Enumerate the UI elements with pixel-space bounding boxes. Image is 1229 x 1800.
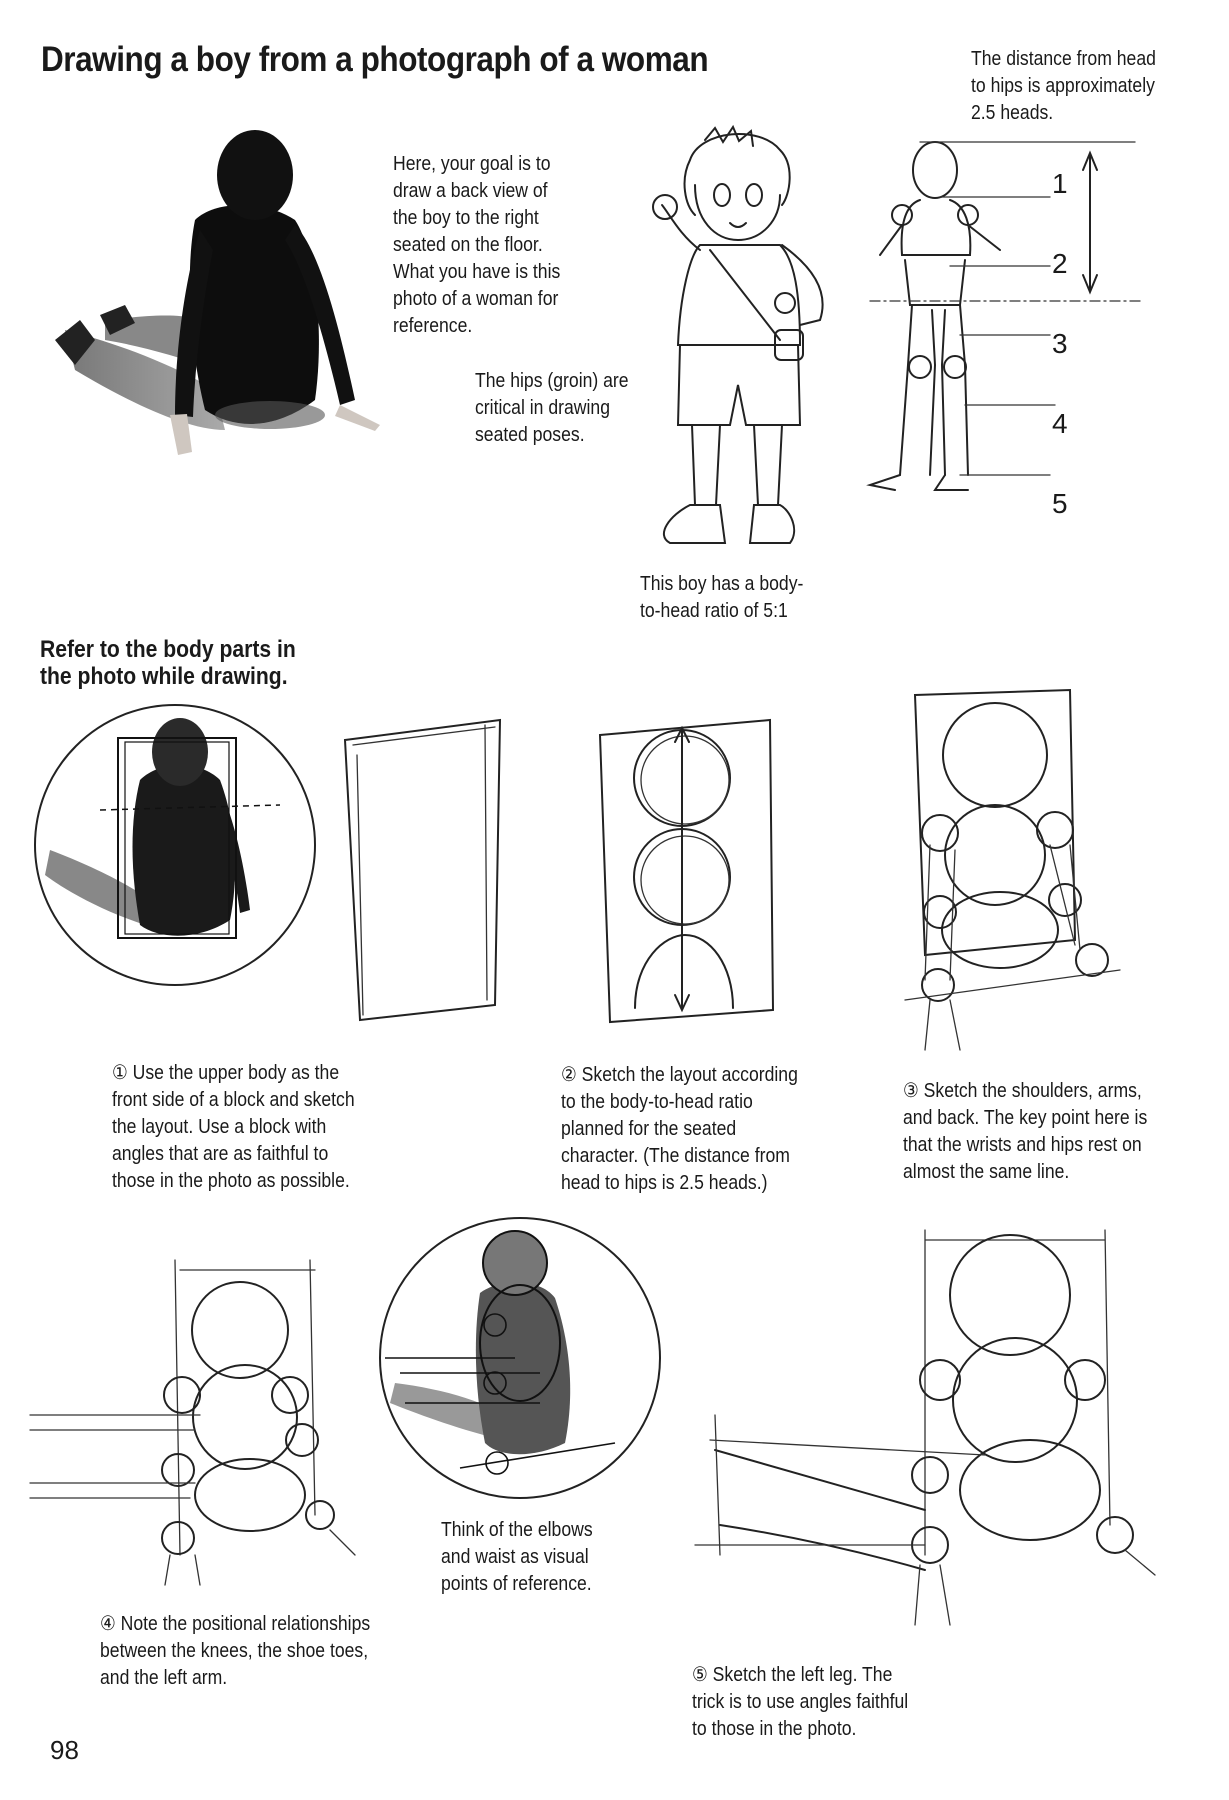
page-number: 98 [50, 1735, 79, 1765]
section-heading: Refer to the body parts in the photo while drawing. [40, 636, 296, 690]
ratio-number-5: 5 [1052, 488, 1068, 519]
ratio-caption: This boy has a body- to-head ratio of 5:1 [640, 573, 804, 622]
step2-head-ratio-sketch [595, 710, 785, 1030]
ratio-diagram [850, 135, 1150, 585]
goal-text: Here, your goal is to draw a back view of the boy to the right seated on the floor. What you have is this photo of a woman for reference. [393, 153, 561, 337]
step4-knees-sketch [30, 1255, 370, 1585]
step4-caption: ④ Note the positional relationships between the knees, the shoe toes, and the left arm. [100, 1613, 371, 1689]
ratio-number-4: 4 [1052, 408, 1068, 439]
ratio-number-1: 1 [1052, 168, 1068, 199]
step1-block-sketch [335, 715, 515, 1045]
page-title: Drawing a boy from a photograph of a woman [41, 40, 709, 79]
step5-caption: ⑤ Sketch the left leg. The trick is to use angles faithful to those in the photo. [692, 1664, 909, 1740]
elbows-note: Think of the elbows and waist as visual points of reference. [441, 1519, 593, 1595]
distance-note: The distance from head to hips is approximately 2.5 heads. [971, 48, 1156, 124]
step2-caption: ② Sketch the layout according to the body-to-head ratio planned for the seated character. (The distance from head to hips is 2.5 heads.) [561, 1064, 798, 1194]
ratio-number-2: 2 [1052, 248, 1068, 279]
reference-circle-photo [30, 700, 320, 990]
step3-shoulders-arms-sketch [870, 680, 1130, 1060]
step5-left-leg-sketch [685, 1225, 1165, 1665]
ratio-number-3: 3 [1052, 328, 1068, 359]
step3-caption: ③ Sketch the shoulders, arms, and back. The key point here is that the wrists and hips rest on almost the same line. [903, 1080, 1148, 1183]
boy-illustration [650, 125, 850, 565]
hips-text: The hips (groin) are critical in drawing seated poses. [475, 370, 629, 446]
elbows-waist-reference-photo [375, 1213, 665, 1503]
step1-caption: ① Use the upper body as the front side of a block and sketch the layout. Use a block with angles that are as faithful to those in the photo as possible. [112, 1062, 355, 1192]
